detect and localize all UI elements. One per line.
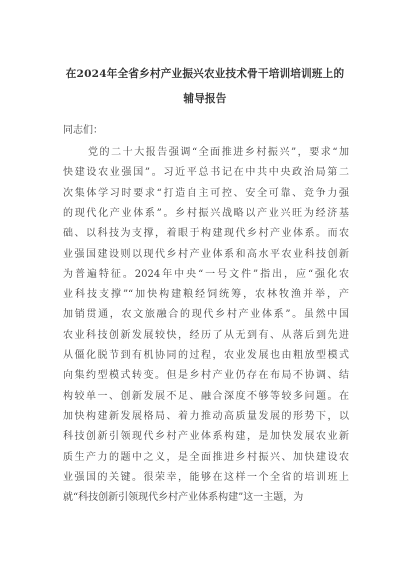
document-title-line-1: 在2024年全省乡村产业振兴农业技术骨干培训培训班上的 [65, 68, 345, 80]
body-line: 加销贯通，农文旅融合的现代乡村产业体系”。虽然中国 [63, 309, 349, 321]
body-line: 为普遍特征。2024年中央“一号文件”指出，应“强化农 [63, 268, 349, 280]
body-line: 科技创新引领现代乡村产业体系构建，是加快发展农业新 [63, 431, 349, 443]
document-title-line-2: 辅导报告 [183, 93, 227, 105]
body-line: 质生产力的题中之义，是全面推进乡村振兴、加快建设农 [63, 451, 349, 463]
body-line: 业科技支撑”“加快构建粮经饲统筹，农林牧渔并举，产 [63, 289, 349, 301]
body-line: 础、以科技为支撑，着眼于构建现代乡村产业体系。而农 [63, 228, 349, 240]
body-line: 快建设农业强国”。习近平总书记在中共中央政治局第二 [63, 167, 349, 179]
body-line: 业强国建设则以现代乡村产业体系和高水平农业科技创新 [63, 248, 349, 260]
body-line: 业强国的关键。很荣幸，能够在这样一个全省的培训班上 [63, 471, 349, 483]
body-line: 加快构建新发展格局、着力推动高质量发展的形势下，以 [63, 410, 349, 422]
body-line: 从僵化脱节到有机协同的过程，农业发展也由粗放型模式 [63, 350, 349, 361]
salutation: 同志们： [63, 125, 103, 136]
body-line: 次集体学习时要求“打造自主可控、安全可靠、竞争力强 [63, 187, 349, 199]
body-line: 就“科技创新引领现代乡村产业体系构建”这一主题，为 [63, 492, 304, 504]
body-line: 向集约型模式转变。但是乡村产业仍存在布局不协调、结 [63, 370, 349, 382]
body-line: 的现代化产业体系”。乡村振兴战略以产业兴旺为经济基 [63, 207, 349, 219]
body-line: 党的二十大报告强调“全面推进乡村振兴”，要求“加 [88, 147, 349, 158]
body-line: 农业科技创新发展较快，经历了从无到有、从落后到先进 [63, 329, 349, 341]
body-line: 构较单一、创新发展不足、融合深度不够等较多问题。在 [63, 390, 349, 402]
